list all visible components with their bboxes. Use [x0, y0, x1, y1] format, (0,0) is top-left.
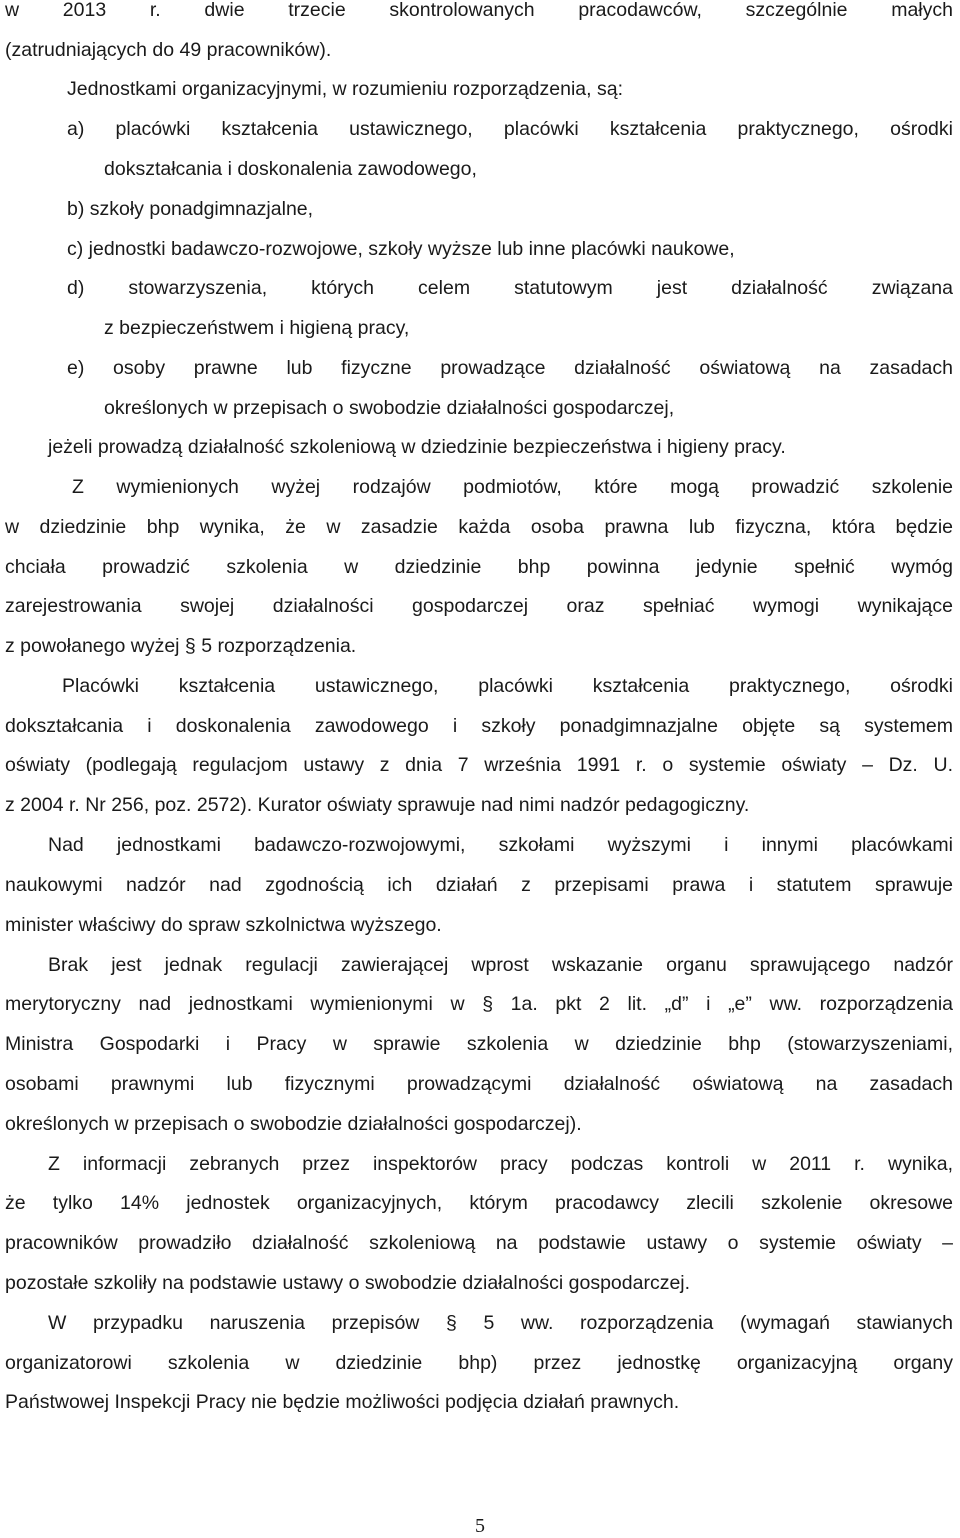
paragraph-line: W przypadku naruszenia przepisów § 5 ww. rozporządzenia (wymagań stawianych	[48, 1312, 953, 1334]
text-line: jeżeli prowadzą działalność szkoleniową w dziedzinie bezpieczeństwa i higieny pracy.	[48, 436, 786, 458]
paragraph-line: w dziedzinie bhp wynika, że w zasadzie każda osoba prawna lub fizyczna, która będzie	[5, 516, 953, 538]
paragraph-line: pracowników prowadziło działalność szkoleniową na podstawie ustawy o systemie oświaty –	[5, 1232, 953, 1254]
page-number: 5	[475, 1515, 485, 1537]
paragraph-line: osobami prawnymi lub fizycznymi prowadzącymi działalność oświatową na zasadach	[5, 1073, 953, 1095]
paragraph-line: oświaty (podlegają regulacjom ustawy z dnia 7 września 1991 r. o systemie oświaty – Dz. U.	[5, 754, 953, 776]
paragraph-line: że tylko 14% jednostek organizacyjnych, którym pracodawcy zlecili szkolenie okresowe	[5, 1192, 953, 1214]
list-item-d: d) stowarzyszenia, których celem statutowym jest działalność związana	[67, 277, 953, 299]
paragraph-line: z powołanego wyżej § 5 rozporządzenia.	[5, 635, 357, 657]
list-item-c: c) jednostki badawczo-rozwojowe, szkoły wyższe lub inne placówki naukowe,	[67, 238, 735, 260]
list-item-a: a) placówki kształcenia ustawicznego, placówki kształcenia praktycznego, ośrodki	[67, 118, 953, 140]
paragraph-line: z 2004 r. Nr 256, poz. 2572). Kurator oświaty sprawuje nad nimi nadzór pedagogiczny.	[5, 794, 750, 816]
paragraph-line: Z informacji zebranych przez inspektorów pracy podczas kontroli w 2011 r. wynika,	[48, 1153, 953, 1175]
paragraph-line: chciała prowadzić szkolenia w dziedzinie bhp powinna jedynie spełnić wymóg	[5, 556, 953, 578]
list-item-b: b) szkoły ponadgimnazjalne,	[67, 198, 314, 220]
text-line: w 2013 r. dwie trzecie skontrolowanych pracodawców, szczególnie małych	[5, 0, 953, 21]
paragraph-line: Placówki kształcenia ustawicznego, placówki kształcenia praktycznego, ośrodki	[62, 675, 953, 697]
paragraph-line: merytoryczny nad jednostkami wymienionymi w § 1a. pkt 2 lit. „d” i „e” ww. rozporządzenia	[5, 993, 953, 1015]
paragraph-line: Brak jest jednak regulacji zawierającej wprost wskazanie organu sprawującego nadzór	[48, 954, 953, 976]
paragraph-line: określonych w przepisach o swobodzie działalności gospodarczej).	[5, 1113, 582, 1135]
text-line: określonych w przepisach o swobodzie działalności gospodarczej,	[104, 397, 675, 419]
paragraph-line: zarejestrowania swojej działalności gospodarczej oraz spełniać wymogi wynikające	[5, 595, 953, 617]
paragraph-line: Z wymienionych wyżej rodzajów podmiotów, które mogą prowadzić szkolenie	[72, 476, 953, 498]
paragraph-line: dokształcania i doskonalenia zawodowego i szkoły ponadgimnazjalne objęte są systemem	[5, 715, 953, 737]
paragraph-line: pozostałe szkoliły na podstawie ustawy o swobodzie działalności gospodarczej.	[5, 1272, 691, 1294]
paragraph-line: Nad jednostkami badawczo-rozwojowymi, szkołami wyższymi i innymi placówkami	[48, 834, 953, 856]
paragraph-line: Państwowej Inspekcji Pracy nie będzie możliwości podjęcia działań prawnych.	[5, 1391, 680, 1413]
list-item-e: e) osoby prawne lub fizyczne prowadzące działalność oświatową na zasadach	[67, 357, 953, 379]
paragraph-line: organizatorowi szkolenia w dziedzinie bhp) przez jednostkę organizacyjną organy	[5, 1352, 953, 1374]
text-line: dokształcania i doskonalenia zawodowego,	[104, 158, 477, 180]
text-line: (zatrudniających do 49 pracowników).	[5, 39, 332, 61]
text-line: z bezpieczeństwem i higieną pracy,	[104, 317, 410, 339]
paragraph-line: Ministra Gospodarki i Pracy w sprawie szkolenia w dziedzinie bhp (stowarzyszeniami,	[5, 1033, 953, 1055]
paragraph-line: naukowymi nadzór nad zgodnością ich działań z przepisami prawa i statutem sprawuje	[5, 874, 953, 896]
paragraph-line: minister właściwy do spraw szkolnictwa wyższego.	[5, 914, 442, 936]
text-line: Jednostkami organizacyjnymi, w rozumieniu rozporządzenia, są:	[67, 78, 623, 100]
